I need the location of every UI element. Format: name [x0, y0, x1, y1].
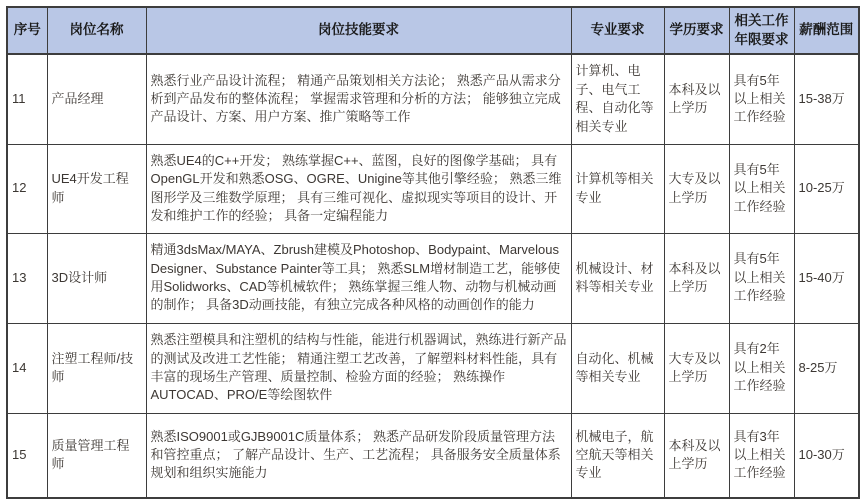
cell-title: 质量管理工程师 [47, 413, 146, 498]
cell-no: 14 [7, 323, 47, 413]
cell-title: UE4开发工程师 [47, 144, 146, 233]
cell-salary: 10-25万 [794, 144, 859, 233]
cell-major: 计算机等相关专业 [571, 144, 664, 233]
cell-major: 自动化、机械等相关专业 [571, 323, 664, 413]
cell-title: 注塑工程师/技师 [47, 323, 146, 413]
cell-salary: 15-38万 [794, 54, 859, 144]
header-skills: 岗位技能要求 [146, 7, 571, 54]
cell-experience: 具有5年以上相关工作经验 [729, 144, 794, 233]
header-title: 岗位名称 [47, 7, 146, 54]
table-row [7, 323, 859, 413]
cell-education: 大专及以上学历 [664, 323, 729, 413]
cell-major: 计算机、电子、电气工程、自动化等相关专业 [571, 54, 664, 144]
cell-no: 13 [7, 233, 47, 323]
cell-skills: 精通3dsMax/MAYA、Zbrush建模及Photoshop、Bodypaint、Marvelous Designer、Substance Painter等工具； 熟悉SLM增材制造工艺，能够使用Solidworks、CAD等机械软件； 熟练掌握三维人物、动物与机械动画的制作； 具备3D动画技能，有独立完成各种风格的动画创作的能力 [146, 233, 571, 323]
cell-education: 大专及以上学历 [664, 144, 729, 233]
table-row [7, 413, 859, 498]
cell-title: 3D设计师 [47, 233, 146, 323]
cell-no: 15 [7, 413, 47, 498]
job-requirements-table [6, 6, 860, 499]
table-row [7, 54, 859, 144]
header-row [7, 7, 859, 54]
cell-no: 12 [7, 144, 47, 233]
cell-salary: 10-30万 [794, 413, 859, 498]
header-education: 学历要求 [664, 7, 729, 54]
cell-salary: 15-40万 [794, 233, 859, 323]
cell-major: 机械电子，航空航天等相关专业 [571, 413, 664, 498]
cell-no: 11 [7, 54, 47, 144]
cell-experience: 具有5年以上相关工作经验 [729, 54, 794, 144]
header-major: 专业要求 [571, 7, 664, 54]
cell-title: 产品经理 [47, 54, 146, 144]
table-row [7, 233, 859, 323]
cell-skills: 熟悉ISO9001或GJB9001C质量体系； 熟悉产品研发阶段质量管理方法和管控重点； 了解产品设计、生产、工艺流程； 具备服务安全质量体系规划和组织实施能力 [146, 413, 571, 498]
cell-skills: 熟悉注塑模具和注塑机的结构与性能，能进行机器调试，熟练进行新产品的测试及改进工艺性能； 精通注塑工艺改善，了解塑料材料性能，具有丰富的现场生产管理、质量控制、检验方面的经验； 熟练操作AUTOCAD、PRO/E等绘图软件 [146, 323, 571, 413]
cell-education: 本科及以上学历 [664, 233, 729, 323]
cell-experience: 具有2年以上相关工作经验 [729, 323, 794, 413]
cell-experience: 具有3年以上相关工作经验 [729, 413, 794, 498]
cell-experience: 具有5年以上相关工作经验 [729, 233, 794, 323]
cell-education: 本科及以上学历 [664, 413, 729, 498]
table-row [7, 144, 859, 233]
cell-skills: 熟悉行业产品设计流程； 精通产品策划相关方法论； 熟悉产品从需求分析到产品发布的整体流程； 掌握需求管理和分析的方法； 能够独立完成产品设计、方案、用户方案、推广策略等工作 [146, 54, 571, 144]
cell-salary: 8-25万 [794, 323, 859, 413]
header-salary: 薪酬范围 [794, 7, 859, 54]
header-experience: 相关工作年限要求 [729, 7, 794, 54]
cell-major: 机械设计、材料等相关专业 [571, 233, 664, 323]
cell-education: 本科及以上学历 [664, 54, 729, 144]
cell-skills: 熟悉UE4的C++开发； 熟练掌握C++、蓝图，良好的图像学基础； 具有OpenGL开发和熟悉OSG、OGRE、Unigine等其他引擎经验； 熟悉三维图形学及三维数学原理； 具有三维可视化、虚拟现实等项目的设计、开发和维护工作的经验； 具备一定编程能力 [146, 144, 571, 233]
header-no: 序号 [7, 7, 47, 54]
